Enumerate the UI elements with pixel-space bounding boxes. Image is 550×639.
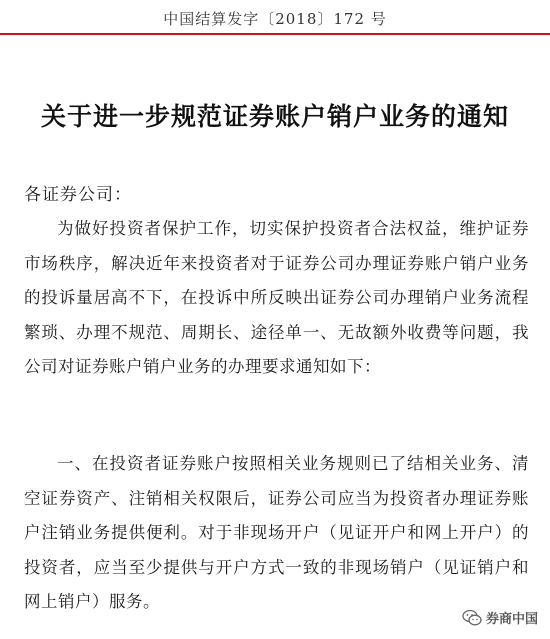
body-paragraph-2: 一、在投资者证券账户按照相关业务规则已了结相关业务、清空证券资产、注销相关权限后，证券公司应当为投资者办理证券账户注销业务提供便利。对于非现场开户（见证开户和网上开户）的投资者，应当至少提供与开户方式一致的非现场销户（见证销户和网上销户）服务。 <box>24 454 529 611</box>
header-divider <box>0 33 550 35</box>
wechat-icon <box>462 609 482 627</box>
salutation: 各证券公司： <box>24 185 132 205</box>
document-title: 关于进一步规范证券账户销户业务的通知 <box>40 102 509 131</box>
body-paragraph-1: 为做好投资者保护工作，切实保护投资者合法权益，维护证券市场秩序，解决近年来投资者对于证券公司办理证券账户销户业务的投诉量居高不下，在投诉中所反映出证券公司办理销户业务流程繁琐、办理不规范、周期长、途径单一、无故额外收费等问题，我公司对证券账户销户业务的办理要求通知如下： <box>24 219 529 376</box>
document-number: 中国结算发字〔2018〕172 号 <box>163 10 387 28</box>
watermark <box>458 606 542 629</box>
watermark-text: 券商中国 <box>485 612 538 627</box>
